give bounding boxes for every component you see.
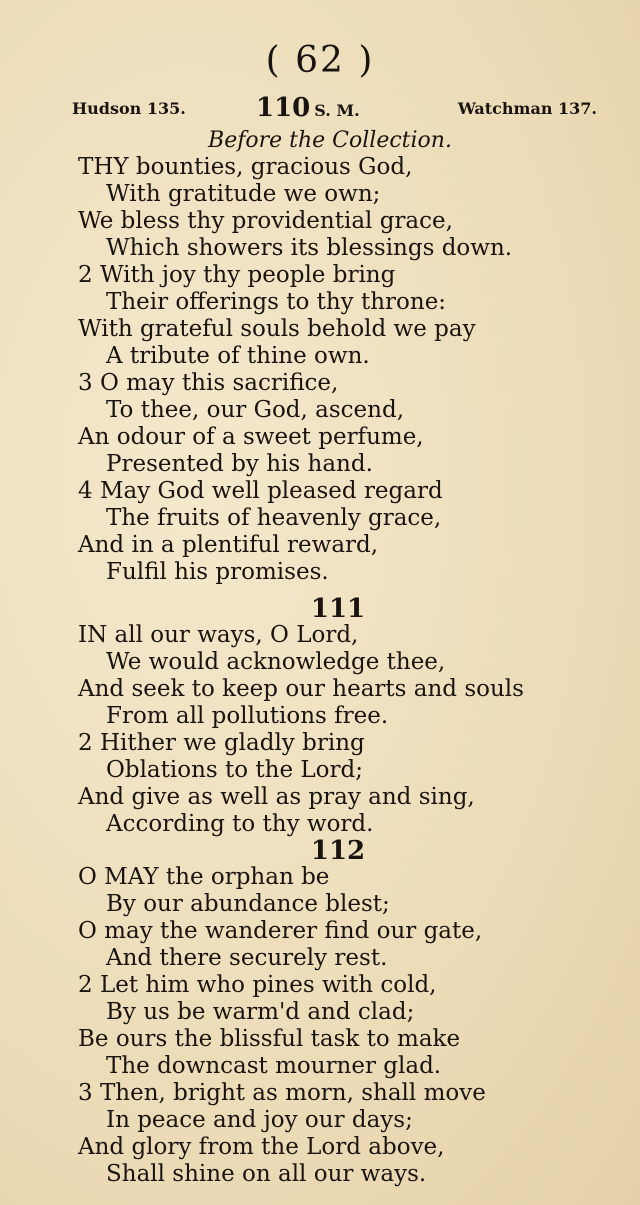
verse-line: 3 O may this sacrifice, [78, 370, 339, 396]
verse-line: And there securely rest. [106, 945, 388, 971]
verse-line: Oblations to the Lord; [106, 757, 363, 783]
hymn-110 [78, 154, 618, 586]
verse-line: An odour of a sweet perfume, [78, 424, 424, 450]
verse-line: Presented by his hand. [106, 451, 373, 477]
hymn-number-header [256, 93, 360, 123]
verse-line: And give as well as pray and sing, [78, 784, 475, 810]
verse-line: Their offerings to thy throne: [106, 289, 447, 315]
verse-line: With gratitude we own; [106, 181, 381, 207]
verse-line: Be ours the blissful task to make [78, 1026, 461, 1052]
verse-line: IN all our ways, O Lord, [78, 622, 359, 648]
verse-line: We would acknowledge thee, [106, 649, 446, 675]
verse-line: 4 May God well pleased regard [78, 478, 443, 504]
verse-line: The fruits of heavenly grace, [106, 505, 442, 531]
verse-line: And glory from the Lord above, [78, 1134, 445, 1160]
hymn-title: Before the Collection. [208, 128, 452, 153]
verse-line: We bless thy providential grace, [78, 208, 453, 234]
verse-line: Which showers its blessings down. [106, 235, 513, 261]
tune-right: Watchman 137. [457, 99, 597, 118]
verse-line: From all pollutions free. [106, 703, 389, 729]
hymn-112 [78, 838, 618, 1188]
verse-line: O MAY the orphan be [78, 864, 330, 890]
verse-line: A tribute of thine own. [106, 343, 370, 369]
page-number: ( 62 ) [265, 40, 375, 81]
verse-line: And in a plentiful reward, [78, 532, 379, 558]
verse-line: 2 With joy thy people bring [78, 262, 396, 288]
verse-line: According to thy word. [106, 811, 374, 837]
verse-line: To thee, our God, ascend, [106, 397, 405, 423]
hymn-111 [78, 596, 618, 838]
verse-line: 3 Then, bright as morn, shall move [78, 1080, 486, 1106]
hymn-header [72, 95, 597, 123]
verse-line: 2 Let him who pines with cold, [78, 972, 437, 998]
hymn-number: 110 [256, 93, 311, 123]
hymn-number-label: 112 [310, 836, 366, 866]
meter: S. M. [314, 101, 360, 120]
verse-line: By us be warm'd and clad; [106, 999, 415, 1025]
verse-line: O may the wanderer find our gate, [78, 918, 483, 944]
hymn-number-label: 111 [310, 594, 366, 624]
verse-line: With grateful souls behold we pay [78, 316, 476, 342]
tune-left: Hudson 135. [72, 99, 186, 118]
verse-line: The downcast mourner glad. [106, 1053, 442, 1079]
verse-line: In peace and joy our days; [106, 1107, 413, 1133]
verse-line: And seek to keep our hearts and souls [78, 676, 524, 702]
verse-line: Fulfil his promises. [106, 559, 329, 585]
verse-line: THY bounties, gracious God, [78, 154, 413, 180]
verse-line: 2 Hither we gladly bring [78, 730, 365, 756]
verse-line: By our abundance blest; [106, 891, 390, 917]
verse-line: Shall shine on all our ways. [106, 1161, 427, 1187]
